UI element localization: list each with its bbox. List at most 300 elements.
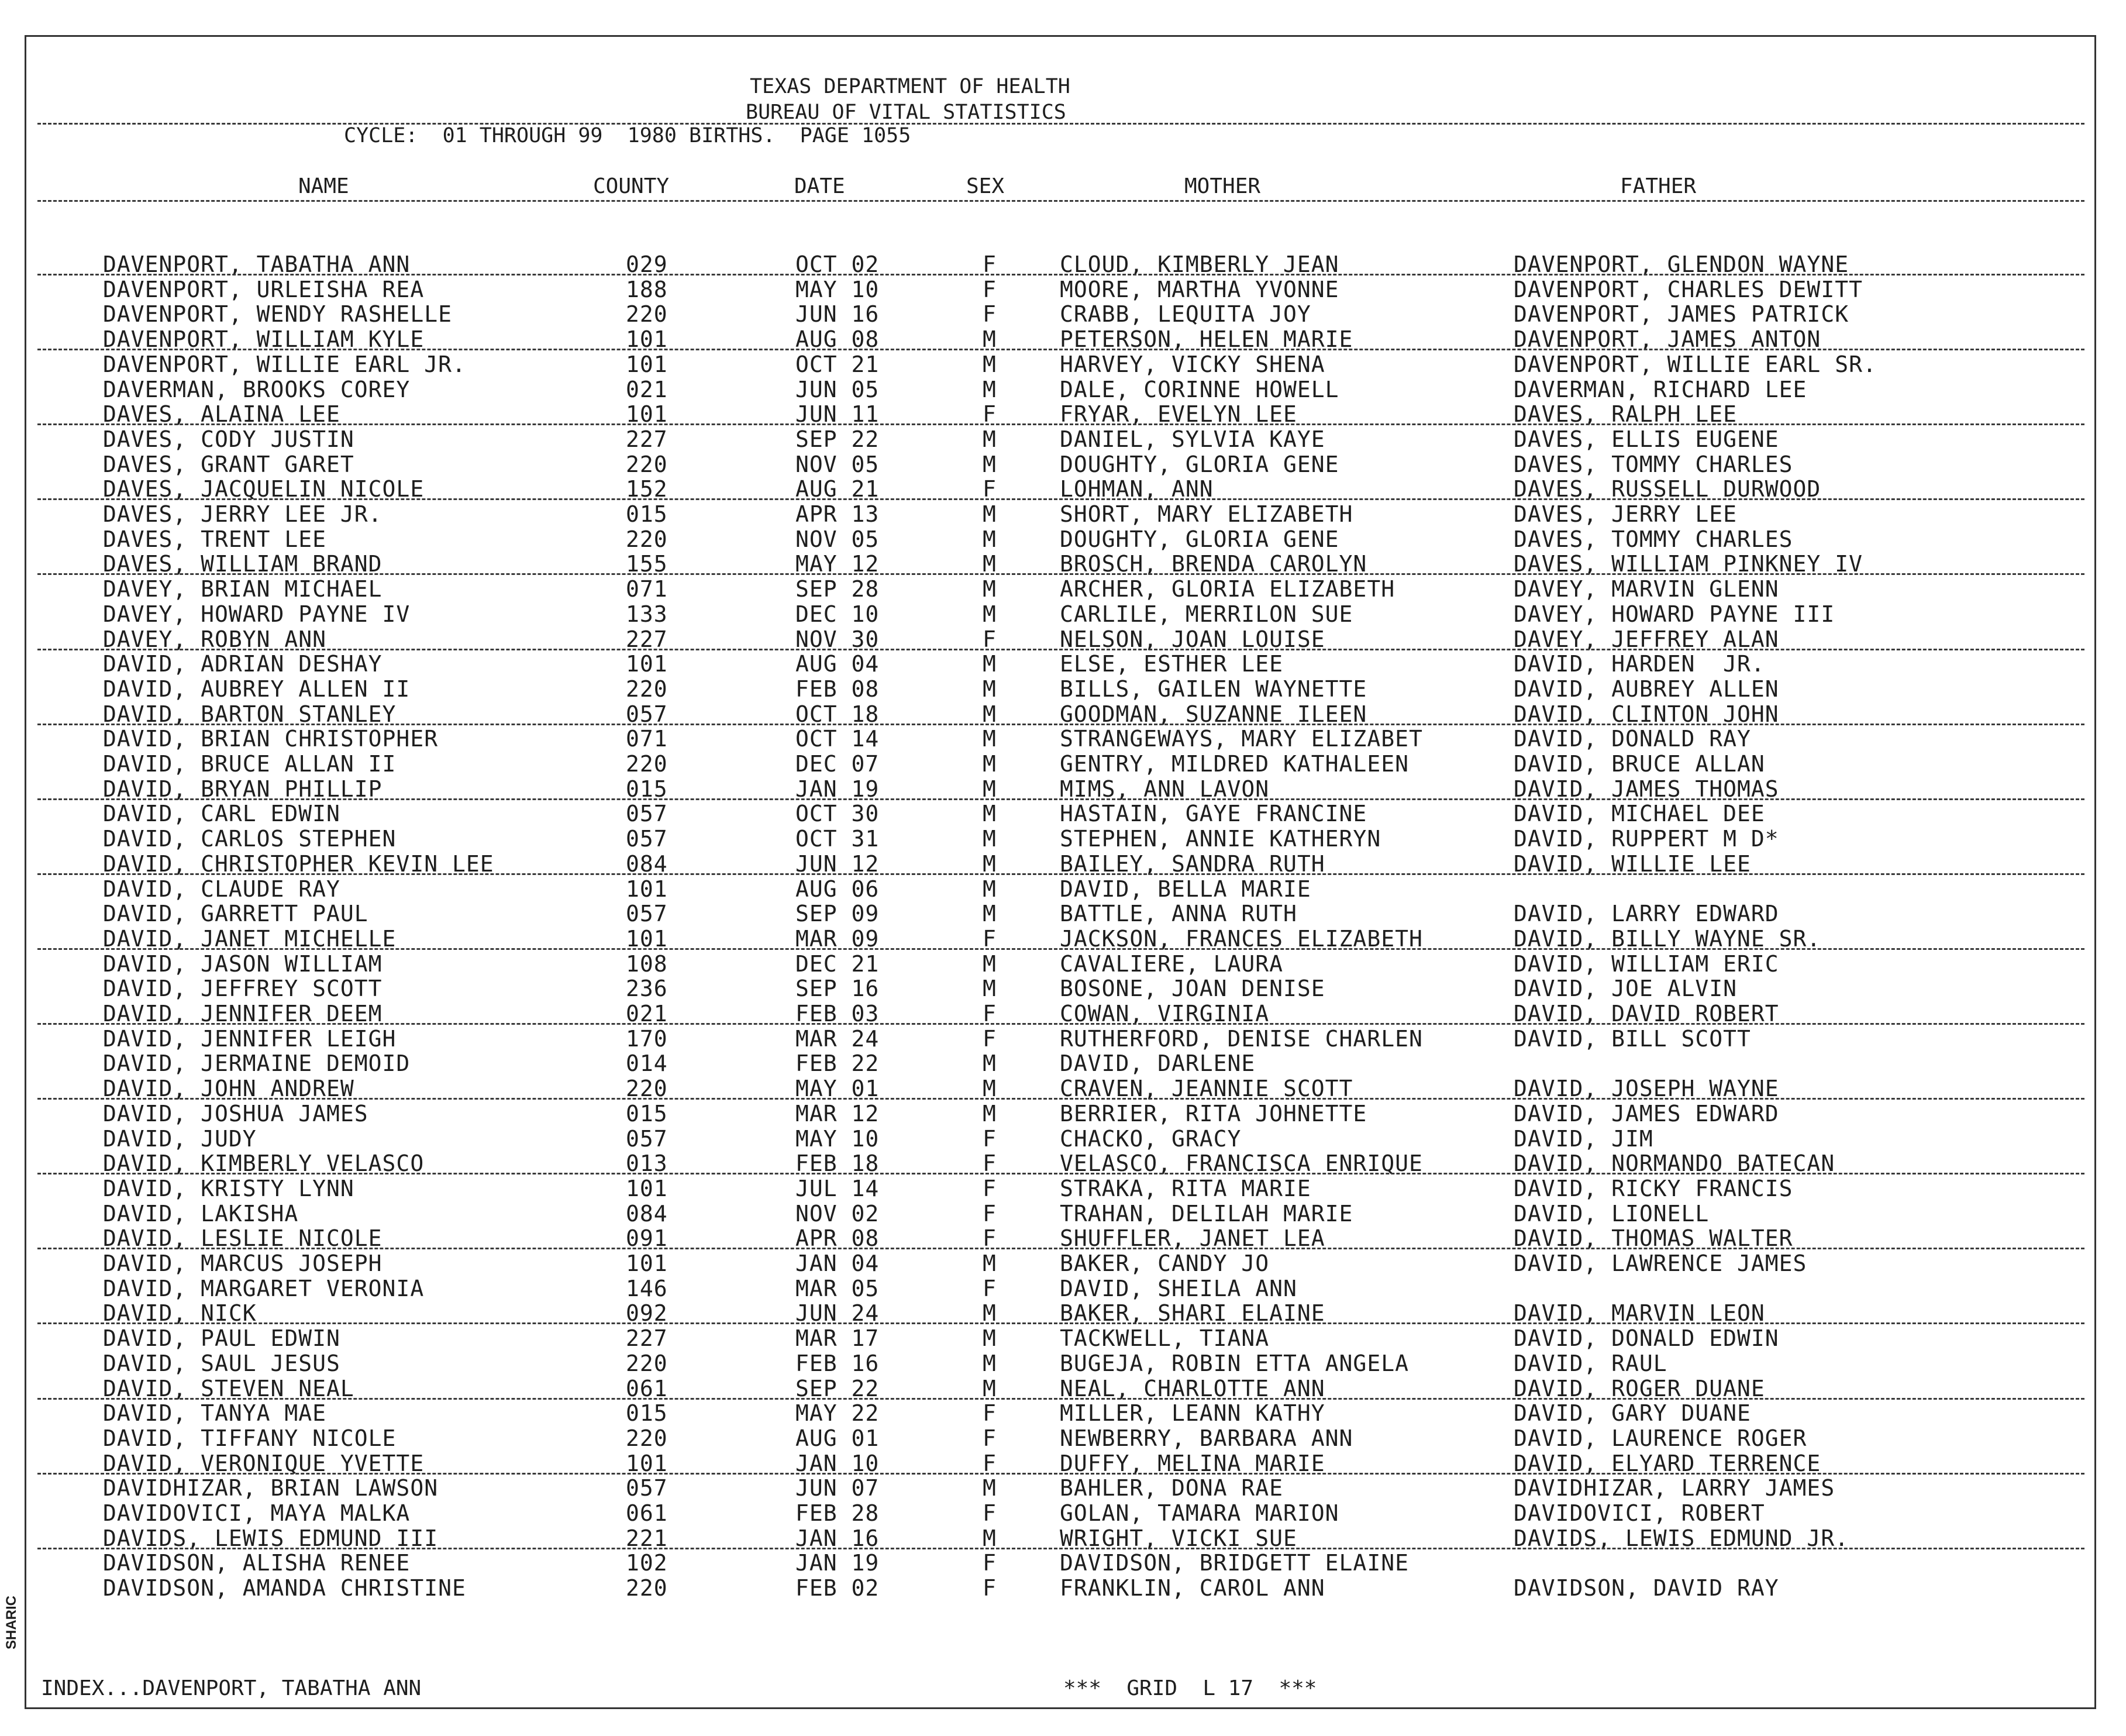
cell-name: DAVID, BRUCE ALLAN II	[103, 751, 397, 777]
cell-mother: DAVID, DARLENE	[1060, 1050, 1256, 1077]
side-label: SHARIC	[4, 1595, 19, 1649]
cell-date: AUG 08	[795, 326, 880, 353]
cell-father: DAVEY, JEFFREY ALAN	[1514, 626, 1779, 652]
group-rule	[37, 798, 2084, 800]
cell-county: 220	[626, 676, 668, 702]
cell-county: 071	[626, 726, 668, 752]
cell-date: FEB 03	[795, 1001, 880, 1027]
cell-sex: F	[983, 301, 997, 328]
header-cycle: CYCLE: 01 THROUGH 99 1980 BIRTHS. PAGE 1055	[344, 124, 911, 147]
cell-sex: M	[983, 950, 997, 977]
cell-father: DAVID, LARRY EDWARD	[1514, 901, 1779, 927]
cell-father: DAVID, NORMANDO BATECAN	[1514, 1151, 1835, 1177]
table-row	[0, 402, 2126, 426]
table-row	[0, 1202, 2126, 1225]
table-row	[0, 727, 2126, 750]
table-row	[0, 1452, 2126, 1475]
cell-name: DAVES, JERRY LEE JR.	[103, 501, 383, 527]
cell-date: OCT 30	[795, 801, 880, 827]
table-row	[0, 802, 2126, 825]
group-rule	[37, 724, 2084, 725]
table-row	[0, 1052, 2126, 1075]
cell-county: 236	[626, 976, 668, 1002]
cell-father: DAVID, DONALD EDWIN	[1514, 1325, 1779, 1352]
table-row	[0, 702, 2126, 726]
table-row	[0, 502, 2126, 526]
cell-county: 220	[626, 526, 668, 552]
cell-county: 057	[626, 1475, 668, 1501]
cell-county: 061	[626, 1375, 668, 1401]
cell-county: 057	[626, 801, 668, 827]
cell-name: DAVIDSON, AMANDA CHRISTINE	[103, 1575, 466, 1601]
cell-sex: M	[983, 701, 997, 727]
cell-father: DAVIDSON, DAVID RAY	[1514, 1575, 1779, 1601]
cell-sex: F	[983, 1125, 997, 1152]
cell-sex: F	[983, 1575, 997, 1601]
cell-mother: RUTHERFORD, DENISE CHARLEN	[1060, 1025, 1423, 1052]
cell-county: 057	[626, 901, 668, 927]
cell-sex: M	[983, 376, 997, 402]
cell-mother: STEPHEN, ANNIE KATHERYN	[1060, 826, 1381, 852]
cell-date: SEP 28	[795, 576, 880, 602]
cell-date: JUN 05	[795, 376, 880, 402]
cell-name: DAVENPORT, URLEISHA REA	[103, 276, 425, 302]
cell-name: DAVID, NICK	[103, 1300, 257, 1327]
cell-date: MAY 10	[795, 1125, 880, 1152]
cell-mother: WRIGHT, VICKI SUE	[1060, 1525, 1297, 1551]
cell-date: OCT 31	[795, 826, 880, 852]
cell-date: JUN 07	[795, 1475, 880, 1501]
cell-father: DAVID, BILLY WAYNE SR.	[1514, 925, 1821, 952]
cell-date: FEB 22	[795, 1050, 880, 1077]
cell-mother: BUGEJA, ROBIN ETTA ANGELA	[1060, 1350, 1409, 1376]
table-row	[0, 1551, 2126, 1575]
cell-county: 220	[626, 301, 668, 328]
table-row	[0, 1252, 2126, 1275]
cell-sex: F	[983, 401, 997, 428]
table-row	[0, 877, 2126, 901]
cell-name: DAVERMAN, BROOKS COREY	[103, 376, 411, 402]
cell-father: DAVEY, MARVIN GLENN	[1514, 576, 1779, 602]
cell-father: DAVID, RUPPERT M D*	[1514, 826, 1779, 852]
cell-sex: M	[983, 1325, 997, 1352]
cell-sex: M	[983, 826, 997, 852]
cell-name: DAVID, ADRIAN DESHAY	[103, 651, 383, 677]
cell-father: DAVES, RUSSELL DURWOOD	[1514, 476, 1821, 502]
table-row	[0, 1327, 2126, 1350]
cell-sex: F	[983, 626, 997, 652]
cell-sex: M	[983, 876, 997, 902]
cell-date: DEC 21	[795, 950, 880, 977]
cell-name: DAVID, KRISTY LYNN	[103, 1175, 354, 1201]
cell-county: 084	[626, 850, 668, 877]
cell-father: DAVES, WILLIAM PINKNEY IV	[1514, 551, 1863, 577]
table-row	[0, 902, 2126, 925]
cell-date: MAY 01	[795, 1076, 880, 1102]
cell-mother: PETERSON, HELEN MARIE	[1060, 326, 1353, 353]
cell-name: DAVID, BRYAN PHILLIP	[103, 776, 383, 802]
cell-sex: M	[983, 1076, 997, 1102]
cell-sex: F	[983, 1400, 997, 1427]
cell-date: NOV 05	[795, 526, 880, 552]
cell-sex: M	[983, 1475, 997, 1501]
cell-county: 057	[626, 1125, 668, 1152]
cell-mother: BILLS, GAILEN WAYNETTE	[1060, 676, 1367, 702]
cell-name: DAVIDSON, ALISHA RENEE	[103, 1550, 411, 1576]
table-row	[0, 1152, 2126, 1175]
cell-sex: M	[983, 751, 997, 777]
cell-name: DAVID, SAUL JESUS	[103, 1350, 340, 1376]
cell-mother: FRANKLIN, CAROL ANN	[1060, 1575, 1325, 1601]
cell-father: DAVID, BRUCE ALLAN	[1514, 751, 1765, 777]
table-row	[0, 1077, 2126, 1100]
cell-county: 015	[626, 1400, 668, 1427]
cell-county: 084	[626, 1200, 668, 1227]
table-row	[0, 1427, 2126, 1450]
table-row	[0, 1527, 2126, 1550]
cell-father: DAVID, DONALD RAY	[1514, 726, 1751, 752]
cell-date: JUN 16	[795, 301, 880, 328]
cell-date: AUG 01	[795, 1425, 880, 1451]
cell-mother: DALE, CORINNE HOWELL	[1060, 376, 1339, 402]
cell-mother: MILLER, LEANN KATHY	[1060, 1400, 1325, 1427]
cell-name: DAVID, AUBREY ALLEN II	[103, 676, 411, 702]
cell-father: DAVENPORT, JAMES ANTON	[1514, 326, 1821, 353]
cell-father: DAVID, LAWRENCE JAMES	[1514, 1251, 1807, 1276]
cell-county: 108	[626, 950, 668, 977]
cell-name: DAVID, BRIAN CHRISTOPHER	[103, 726, 439, 752]
cell-date: JAN 10	[795, 1450, 880, 1476]
cell-name: DAVID, MARCUS JOSEPH	[103, 1251, 383, 1276]
group-rule	[37, 349, 2084, 350]
cell-mother: CARLILE, MERRILON SUE	[1060, 601, 1353, 627]
cell-date: MAR 09	[795, 925, 880, 952]
group-rule	[37, 1098, 2084, 1100]
cell-sex: F	[983, 1225, 997, 1252]
cell-sex: F	[983, 1425, 997, 1451]
group-rule	[37, 948, 2084, 950]
cell-sex: M	[983, 1350, 997, 1376]
cell-county: 188	[626, 276, 668, 302]
cell-mother: DAVIDSON, BRIDGETT ELAINE	[1060, 1550, 1409, 1576]
group-rule	[37, 274, 2084, 275]
cell-mother: CAVALIERE, LAURA	[1060, 950, 1284, 977]
cell-name: DAVENPORT, WILLIE EARL JR.	[103, 351, 466, 377]
cell-sex: M	[983, 501, 997, 527]
cell-name: DAVES, CODY JUSTIN	[103, 426, 354, 452]
cell-mother: CRAVEN, JEANNIE SCOTT	[1060, 1076, 1353, 1102]
cell-mother: TACKWELL, TIANA	[1060, 1325, 1270, 1352]
cell-mother: NEWBERRY, BARBARA ANN	[1060, 1425, 1353, 1451]
cell-sex: M	[983, 1375, 997, 1401]
table-row	[0, 528, 2126, 551]
cell-county: 152	[626, 476, 668, 502]
table-row	[0, 1401, 2126, 1425]
cell-county: 170	[626, 1025, 668, 1052]
group-rule	[37, 423, 2084, 425]
table-row	[0, 302, 2126, 326]
cell-county: 227	[626, 426, 668, 452]
cell-sex: M	[983, 351, 997, 377]
cell-date: MAR 12	[795, 1100, 880, 1127]
cell-mother: DOUGHTY, GLORIA GENE	[1060, 451, 1339, 477]
cell-mother: ARCHER, GLORIA ELIZABETH	[1060, 576, 1395, 602]
table-row	[0, 1227, 2126, 1250]
cell-county: 101	[626, 925, 668, 952]
cell-sex: M	[983, 1300, 997, 1327]
cell-father: DAVIDOVICI, ROBERT	[1514, 1500, 1765, 1526]
cell-mother: DAVID, BELLA MARIE	[1060, 876, 1311, 902]
cell-father: DAVES, TOMMY CHARLES	[1514, 451, 1793, 477]
cell-name: DAVID, KIMBERLY VELASCO	[103, 1151, 425, 1177]
cell-father: DAVENPORT, CHARLES DEWITT	[1514, 276, 1863, 302]
cell-mother: JACKSON, FRANCES ELIZABETH	[1060, 925, 1423, 952]
cell-date: JAN 16	[795, 1525, 880, 1551]
table-row	[0, 752, 2126, 776]
col-header-county: COUNTY	[593, 174, 670, 198]
col-header-name: NAME	[298, 174, 349, 198]
cell-county: 220	[626, 1350, 668, 1376]
table-row	[0, 1177, 2126, 1200]
cell-sex: F	[983, 252, 997, 277]
cell-county: 015	[626, 776, 668, 802]
cell-name: DAVID, LAKISHA	[103, 1200, 299, 1227]
cell-name: DAVID, CLAUDE RAY	[103, 876, 340, 902]
table-row	[0, 1301, 2126, 1325]
cell-county: 220	[626, 1425, 668, 1451]
cell-mother: SHORT, MARY ELIZABETH	[1060, 501, 1353, 527]
table-row	[0, 1576, 2126, 1600]
cell-date: NOV 05	[795, 451, 880, 477]
cell-name: DAVID, CHRISTOPHER KEVIN LEE	[103, 850, 494, 877]
cell-date: JUN 12	[795, 850, 880, 877]
cell-mother: CHACKO, GRACY	[1060, 1125, 1242, 1152]
cell-date: APR 08	[795, 1225, 880, 1252]
cell-county: 021	[626, 376, 668, 402]
cell-mother: NEAL, CHARLOTTE ANN	[1060, 1375, 1325, 1401]
cell-father: DAVID, ELYARD TERRENCE	[1514, 1450, 1821, 1476]
cell-father: DAVIDHIZAR, LARRY JAMES	[1514, 1475, 1835, 1501]
cell-county: 101	[626, 1450, 668, 1476]
cell-name: DAVID, STEVEN NEAL	[103, 1375, 354, 1401]
cell-name: DAVID, JOSHUA JAMES	[103, 1100, 368, 1127]
cell-county: 057	[626, 826, 668, 852]
cell-father: DAVID, WILLIAM ERIC	[1514, 950, 1779, 977]
table-row	[0, 1102, 2126, 1125]
cell-county: 220	[626, 1076, 668, 1102]
table-row	[0, 378, 2126, 401]
cell-father: DAVID, LAURENCE ROGER	[1514, 1425, 1807, 1451]
cell-county: 155	[626, 551, 668, 577]
cell-date: SEP 09	[795, 901, 880, 927]
cell-date: OCT 18	[795, 701, 880, 727]
cell-name: DAVID, JENNIFER DEEM	[103, 1001, 383, 1027]
cell-date: FEB 28	[795, 1500, 880, 1526]
cell-father: DAVID, DAVID ROBERT	[1514, 1001, 1779, 1027]
table-row	[0, 1476, 2126, 1500]
cell-father: DAVID, MARVIN LEON	[1514, 1300, 1765, 1327]
cell-date: DEC 07	[795, 751, 880, 777]
cell-mother: CLOUD, KIMBERLY JEAN	[1060, 252, 1339, 277]
cell-county: 101	[626, 1251, 668, 1276]
table-row	[0, 827, 2126, 850]
cell-father: DAVENPORT, JAMES PATRICK	[1514, 301, 1849, 328]
cell-father: DAVID, WILLIE LEE	[1514, 850, 1751, 877]
cell-county: 133	[626, 601, 668, 627]
cell-county: 220	[626, 1575, 668, 1601]
cell-sex: M	[983, 726, 997, 752]
cell-father: DAVERMAN, RICHARD LEE	[1514, 376, 1807, 402]
cell-date: MAR 24	[795, 1025, 880, 1052]
cell-father: DAVID, MICHAEL DEE	[1514, 801, 1765, 827]
cell-sex: F	[983, 476, 997, 502]
cell-mother: DAVID, SHEILA ANN	[1060, 1275, 1297, 1301]
col-header-father: FATHER	[1620, 174, 1697, 198]
cell-name: DAVID, BARTON STANLEY	[103, 701, 397, 727]
cell-name: DAVIDS, LEWIS EDMUND III	[103, 1525, 439, 1551]
cell-name: DAVID, JENNIFER LEIGH	[103, 1025, 397, 1052]
table-row	[0, 977, 2126, 1000]
cell-father: DAVEY, HOWARD PAYNE III	[1514, 601, 1835, 627]
cell-sex: F	[983, 1200, 997, 1227]
cell-date: JAN 04	[795, 1251, 880, 1276]
cell-sex: M	[983, 426, 997, 452]
cell-county: 021	[626, 1001, 668, 1027]
header-rule	[37, 123, 2084, 125]
cell-date: AUG 21	[795, 476, 880, 502]
cell-county: 221	[626, 1525, 668, 1551]
cell-mother: HARVEY, VICKY SHENA	[1060, 351, 1325, 377]
cell-mother: VELASCO, FRANCISCA ENRIQUE	[1060, 1151, 1423, 1177]
group-rule	[37, 1322, 2084, 1324]
cell-county: 101	[626, 351, 668, 377]
cell-date: SEP 22	[795, 1375, 880, 1401]
cell-name: DAVES, ALAINA LEE	[103, 401, 340, 428]
table-row	[0, 577, 2126, 601]
cell-name: DAVID, JASON WILLIAM	[103, 950, 383, 977]
cell-mother: STRAKA, RITA MARIE	[1060, 1175, 1311, 1201]
cell-sex: F	[983, 1175, 997, 1201]
cell-date: APR 13	[795, 501, 880, 527]
cell-mother: FRYAR, EVELYN LEE	[1060, 401, 1297, 428]
cell-date: NOV 02	[795, 1200, 880, 1227]
table-row	[0, 328, 2126, 351]
cell-sex: F	[983, 276, 997, 302]
cell-county: 146	[626, 1275, 668, 1301]
cell-sex: M	[983, 901, 997, 927]
table-row	[0, 677, 2126, 701]
cell-mother: BAILEY, SANDRA RUTH	[1060, 850, 1325, 877]
cell-name: DAVID, JERMAINE DEMOID	[103, 1050, 411, 1077]
cell-father: DAVID, JAMES EDWARD	[1514, 1100, 1779, 1127]
cell-date: MAY 12	[795, 551, 880, 577]
cell-county: 091	[626, 1225, 668, 1252]
cell-father: DAVID, RAUL	[1514, 1350, 1667, 1376]
cell-county: 227	[626, 626, 668, 652]
cell-father: DAVID, GARY DUANE	[1514, 1400, 1751, 1427]
cell-father: DAVES, ELLIS EUGENE	[1514, 426, 1779, 452]
cell-county: 013	[626, 1151, 668, 1177]
cell-sex: M	[983, 526, 997, 552]
table-row	[0, 453, 2126, 476]
cell-name: DAVENPORT, WILLIAM KYLE	[103, 326, 425, 353]
cell-name: DAVEY, BRIAN MICHAEL	[103, 576, 383, 602]
cell-name: DAVID, CARL EDWIN	[103, 801, 340, 827]
cell-mother: DOUGHTY, GLORIA GENE	[1060, 526, 1339, 552]
cell-mother: COWAN, VIRGINIA	[1060, 1001, 1270, 1027]
cell-date: OCT 02	[795, 252, 880, 277]
cell-name: DAVID, CARLOS STEPHEN	[103, 826, 397, 852]
cell-sex: M	[983, 601, 997, 627]
cell-father: DAVES, TOMMY CHARLES	[1514, 526, 1793, 552]
cell-name: DAVID, JANET MICHELLE	[103, 925, 397, 952]
group-rule	[37, 1023, 2084, 1025]
cell-county: 014	[626, 1050, 668, 1077]
cell-sex: F	[983, 1500, 997, 1526]
cell-date: AUG 06	[795, 876, 880, 902]
cell-name: DAVEY, HOWARD PAYNE IV	[103, 601, 411, 627]
cell-date: FEB 08	[795, 676, 880, 702]
table-row	[0, 477, 2126, 501]
cell-sex: M	[983, 776, 997, 802]
cell-mother: GOODMAN, SUZANNE ILEEN	[1060, 701, 1367, 727]
cell-mother: MOORE, MARTHA YVONNE	[1060, 276, 1339, 302]
cell-sex: M	[983, 676, 997, 702]
cell-sex: F	[983, 1151, 997, 1177]
table-row	[0, 1352, 2126, 1375]
cell-date: JUN 11	[795, 401, 880, 428]
cell-mother: BOSONE, JOAN DENISE	[1060, 976, 1325, 1002]
cell-father: DAVENPORT, WILLIE EARL SR.	[1514, 351, 1877, 377]
table-row	[0, 278, 2126, 301]
group-rule	[37, 873, 2084, 875]
cell-date: FEB 16	[795, 1350, 880, 1376]
header-line-2: BUREAU OF VITAL STATISTICS	[746, 101, 1066, 124]
table-row	[0, 428, 2126, 451]
cell-county: 220	[626, 451, 668, 477]
cell-sex: F	[983, 1275, 997, 1301]
cell-mother: MIMS, ANN LAVON	[1060, 776, 1270, 802]
cell-county: 015	[626, 501, 668, 527]
cell-county: 092	[626, 1300, 668, 1327]
cell-sex: M	[983, 850, 997, 877]
cell-date: OCT 14	[795, 726, 880, 752]
cell-date: JAN 19	[795, 776, 880, 802]
cell-mother: TRAHAN, DELILAH MARIE	[1060, 1200, 1353, 1227]
cell-father: DAVENPORT, GLENDON WAYNE	[1514, 252, 1849, 277]
cell-sex: M	[983, 451, 997, 477]
cell-father: DAVID, RICKY FRANCIS	[1514, 1175, 1793, 1201]
cell-name: DAVES, WILLIAM BRAND	[103, 551, 383, 577]
cell-date: JAN 19	[795, 1550, 880, 1576]
table-row	[0, 852, 2126, 876]
cell-mother: BAHLER, DONA RAE	[1060, 1475, 1284, 1501]
cell-name: DAVID, PAUL EDWIN	[103, 1325, 340, 1352]
cell-date: NOV 30	[795, 626, 880, 652]
table-row	[0, 552, 2126, 576]
cell-county: 015	[626, 1100, 668, 1127]
table-row	[0, 1002, 2126, 1025]
cell-father: DAVID, CLINTON JOHN	[1514, 701, 1779, 727]
cell-sex: F	[983, 925, 997, 952]
cell-mother: NELSON, JOAN LOUISE	[1060, 626, 1325, 652]
cell-father: DAVID, HARDEN JR.	[1514, 651, 1765, 677]
cell-name: DAVID, VERONIQUE YVETTE	[103, 1450, 425, 1476]
cell-county: 101	[626, 651, 668, 677]
footer-index: INDEX...DAVENPORT, TABATHA ANN	[41, 1676, 422, 1700]
table-row	[0, 253, 2126, 276]
cell-father: DAVID, JOE ALVIN	[1514, 976, 1738, 1002]
